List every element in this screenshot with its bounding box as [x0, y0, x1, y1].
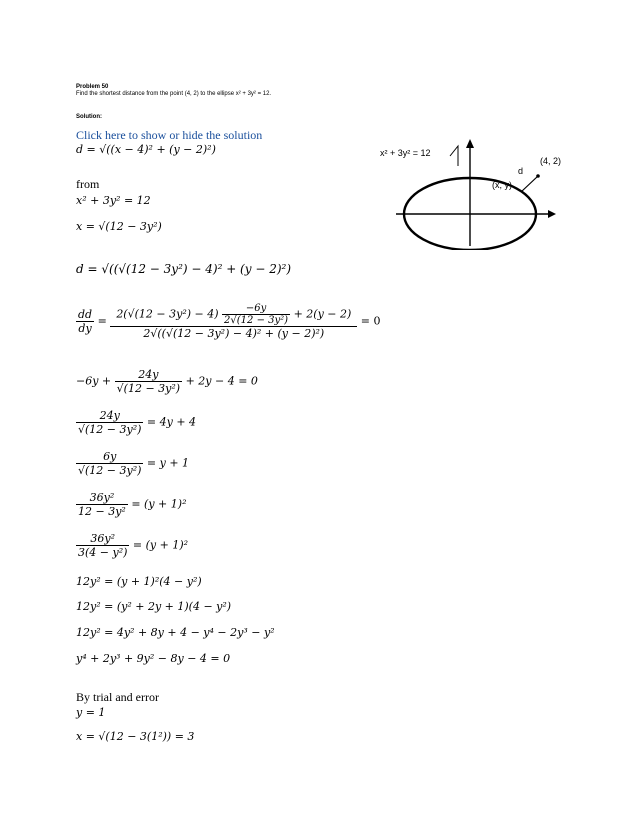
problem-title: Problem 50: [76, 84, 109, 90]
trial-text: By trial and error: [76, 690, 159, 704]
equation-3: x = √(12 − 3y²): [76, 220, 162, 233]
dd-dy-fraction: $\frac{dd}{dy}$: [78, 308, 93, 335]
equation-9: $\frac{\text{36y²}}{\text{12 − 3y²}}$ = (y + 1)²: [78, 491, 187, 518]
point-dot: [536, 174, 540, 178]
label-pointer: [450, 146, 458, 166]
equation-7: $\frac{24y}{\text{√(12 − 3y²)}}$ = 4y + 4: [78, 409, 197, 436]
equation-13: 12y² = 4y² + 8y + 4 − y⁴ − 2y³ − y²: [76, 626, 275, 639]
equation-14: y⁴ + 2y³ + 9y² − 8y − 4 = 0: [76, 652, 231, 665]
equation-4: d = √((√(12 − 3y²) − 4)² + (y − 2)²): [76, 262, 292, 276]
toggle-solution-link[interactable]: Click here to show or hide the solution: [76, 128, 263, 142]
figure-d-label: d: [518, 166, 524, 176]
equation-2: x² + 3y² = 12: [76, 194, 151, 207]
solution-label: Solution:: [76, 114, 102, 120]
figure-point-label: (4, 2): [540, 156, 562, 166]
figure-equation-label: x² + 3y² = 12: [380, 148, 431, 158]
derivative-fraction: 2(√(12 − 3y²) − 4) $\frac{-6y}{\text{2√(12 − 3y²)}}$ + 2(y − 2) 2√((√(12 − 3y²) − 4)² + (y − 2)²): [110, 303, 357, 340]
figure-xy-label: (x, y): [492, 180, 512, 190]
problem-statement: Find the shortest distance from the point (4, 2) to the ellipse x² + 3y² = 12.: [76, 91, 272, 97]
equation-1: d = √((x − 4)² + (y − 2)²): [76, 143, 216, 156]
y-axis-arrow: [466, 139, 474, 148]
equation-16: x = √(12 − 3(1²)) = 3: [76, 730, 195, 743]
equation-10: $\frac{\text{36y²}}{\text{3(4 − y²)}}$ = (y + 1)²: [78, 532, 189, 559]
equation-11: 12y² = (y + 1)²(4 − y²): [76, 575, 202, 588]
ellipse-figure: [372, 134, 568, 250]
equation-6: −6y + $\frac{24y}{\text{√(12 − 3y²)}}$ + 2y − 4 = 0: [76, 368, 258, 395]
equation-5: $\frac{dd}{dy}$ = 2(√(12 − 3y²) − 4) $\frac{-6y}{\text{2√(12 − 3y²)}}$ + 2(y − 2) 2√((√(12 − 3y²) − 4)² + (y − 2)²) = 0: [78, 303, 381, 340]
distance-line: [521, 176, 538, 192]
equation-12: 12y² = (y² + 2y + 1)(4 − y²): [76, 600, 232, 613]
equation-15: y = 1: [76, 706, 106, 719]
equation-8: $\frac{6y}{\text{√(12 − 3y²)}}$ = y + 1: [78, 450, 190, 477]
from-text: from: [76, 177, 100, 191]
x-axis-arrow: [548, 210, 556, 218]
